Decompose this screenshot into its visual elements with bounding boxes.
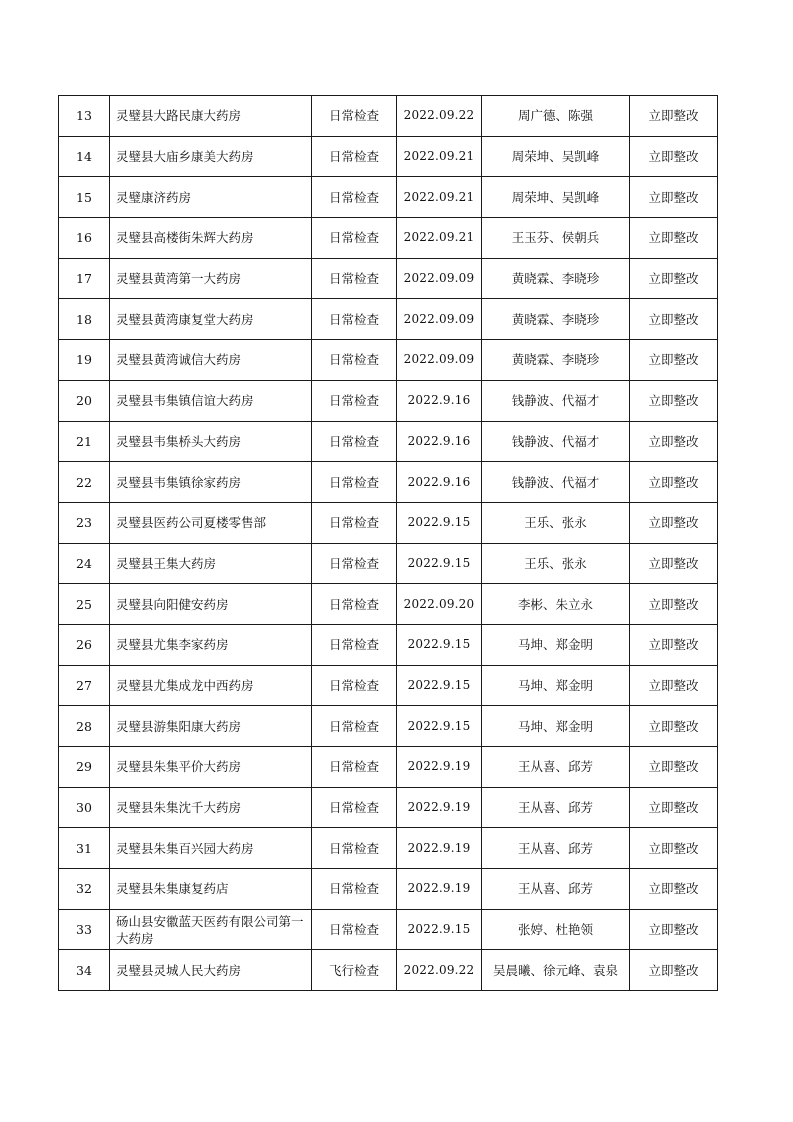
inspectors-cell (482, 909, 630, 950)
result-text: 立即整改 (648, 311, 699, 327)
pharmacy-name-text: 灵璧县高楼街朱辉大药房 (116, 230, 254, 246)
pharmacy-name-cell (110, 462, 312, 503)
result-cell (630, 380, 718, 421)
result-cell (630, 909, 718, 950)
inspection-date-cell (397, 462, 482, 503)
result-cell (630, 747, 718, 788)
pharmacy-name-text: 灵璧县朱集康复药店 (116, 881, 229, 897)
table-row (59, 299, 718, 340)
inspection-type-cell (312, 950, 397, 991)
inspection-date-cell (397, 380, 482, 421)
inspection-date-cell (397, 299, 482, 340)
result-text: 立即整改 (648, 962, 699, 978)
table-row (59, 787, 718, 828)
pharmacy-name-cell (110, 421, 312, 462)
row-number-text: 13 (76, 108, 92, 124)
result-text: 立即整改 (648, 393, 699, 409)
inspectors-cell (482, 747, 630, 788)
inspection-type-text: 日常检查 (328, 759, 379, 775)
inspection-type-cell (312, 828, 397, 869)
inspectors-text: 黄晓霖、李晓珍 (511, 352, 600, 368)
inspectors-cell (482, 624, 630, 665)
inspection-type-text: 日常检查 (328, 393, 379, 409)
inspectors-cell (482, 218, 630, 259)
inspection-date-text: 2022.09.22 (403, 962, 475, 977)
inspection-date-text: 2022.9.16 (407, 474, 471, 489)
inspection-type-cell (312, 502, 397, 543)
inspection-date-text: 2022.9.15 (407, 718, 471, 733)
row-number-cell (59, 340, 110, 381)
result-text: 立即整改 (648, 352, 699, 368)
row-number-text: 25 (76, 596, 92, 612)
pharmacy-name-cell (110, 177, 312, 218)
inspection-type-text: 日常检查 (328, 474, 379, 490)
inspection-type-cell (312, 258, 397, 299)
result-text: 立即整改 (648, 800, 699, 816)
row-number-cell (59, 584, 110, 625)
inspection-date-cell (397, 706, 482, 747)
row-number-text: 32 (76, 881, 92, 897)
pharmacy-name-text: 灵璧县尤集成龙中西药房 (116, 677, 254, 693)
pharmacy-name-cell (110, 380, 312, 421)
inspection-type-cell (312, 543, 397, 584)
inspectors-cell (482, 96, 630, 137)
result-cell (630, 584, 718, 625)
result-text: 立即整改 (648, 922, 699, 938)
inspection-type-cell (312, 177, 397, 218)
inspection-type-text: 日常检查 (328, 149, 379, 165)
inspection-type-cell (312, 96, 397, 137)
row-number-text: 24 (76, 555, 92, 571)
table-row (59, 136, 718, 177)
row-number-cell (59, 665, 110, 706)
row-number-text: 34 (76, 962, 92, 978)
inspection-type-text: 日常检查 (328, 800, 379, 816)
result-cell (630, 665, 718, 706)
inspectors-text: 王乐、张永 (524, 555, 587, 571)
inspectors-cell (482, 136, 630, 177)
row-number-text: 18 (76, 311, 92, 327)
inspection-date-text: 2022.9.16 (407, 433, 471, 448)
inspectors-cell (482, 258, 630, 299)
result-cell (630, 869, 718, 910)
inspectors-text: 周荣坤、吴凯峰 (511, 149, 600, 165)
inspection-date-text: 2022.9.15 (407, 677, 471, 692)
pharmacy-name-text: 灵璧县大庙乡康美大药房 (116, 149, 254, 165)
result-cell (630, 462, 718, 503)
table-row (59, 421, 718, 462)
inspectors-text: 钱静波、代福才 (511, 393, 600, 409)
inspectors-cell (482, 380, 630, 421)
inspection-type-text: 日常检查 (328, 230, 379, 246)
result-text: 立即整改 (648, 271, 699, 287)
pharmacy-name-text: 灵璧县朱集沈千大药房 (116, 800, 242, 816)
pharmacy-name-cell (110, 665, 312, 706)
inspectors-text: 黄晓霖、李晓珍 (511, 311, 600, 327)
inspectors-cell (482, 177, 630, 218)
inspection-type-cell (312, 909, 397, 950)
result-cell (630, 787, 718, 828)
result-text: 立即整改 (648, 596, 699, 612)
pharmacy-name-cell (110, 340, 312, 381)
inspection-date-cell (397, 909, 482, 950)
inspectors-cell (482, 543, 630, 584)
row-number-cell (59, 421, 110, 462)
result-text: 立即整改 (648, 637, 699, 653)
row-number-cell (59, 543, 110, 584)
inspection-type-text: 日常检查 (328, 555, 379, 571)
inspection-date-cell (397, 340, 482, 381)
pharmacy-name-cell (110, 502, 312, 543)
inspection-date-cell (397, 950, 482, 991)
inspection-date-text: 2022.9.15 (407, 515, 471, 530)
inspectors-text: 周广德、陈强 (517, 108, 593, 124)
inspectors-text: 马坤、郑金明 (517, 718, 593, 734)
inspection-date-cell (397, 136, 482, 177)
inspection-date-text: 2022.09.09 (403, 311, 475, 326)
result-text: 立即整改 (648, 230, 699, 246)
inspection-date-cell (397, 787, 482, 828)
row-number-text: 20 (76, 393, 92, 409)
inspectors-cell (482, 299, 630, 340)
result-cell (630, 828, 718, 869)
result-cell (630, 258, 718, 299)
result-text: 立即整改 (648, 149, 699, 165)
row-number-text: 14 (76, 149, 92, 165)
row-number-cell (59, 462, 110, 503)
inspection-type-text: 飞行检查 (328, 962, 379, 978)
result-text: 立即整改 (648, 189, 699, 205)
pharmacy-name-cell (110, 584, 312, 625)
row-number-cell (59, 747, 110, 788)
inspection-type-cell (312, 747, 397, 788)
inspection-date-cell (397, 258, 482, 299)
inspection-record-table (58, 95, 718, 991)
result-text: 立即整改 (648, 881, 699, 897)
table-row (59, 502, 718, 543)
table-row (59, 869, 718, 910)
pharmacy-name-text: 灵璧县朱集百兴园大药房 (116, 840, 254, 856)
inspection-type-cell (312, 136, 397, 177)
inspection-type-text: 日常检查 (328, 677, 379, 693)
inspectors-text: 马坤、郑金明 (517, 637, 593, 653)
row-number-text: 15 (76, 189, 92, 205)
inspectors-cell (482, 828, 630, 869)
table-row (59, 747, 718, 788)
inspectors-text: 王从喜、邱芳 (517, 881, 593, 897)
inspection-date-cell (397, 96, 482, 137)
inspection-type-text: 日常检查 (328, 311, 379, 327)
inspection-type-text: 日常检查 (328, 352, 379, 368)
result-cell (630, 136, 718, 177)
table-row (59, 380, 718, 421)
inspection-type-text: 日常检查 (328, 271, 379, 287)
inspection-type-text: 日常检查 (328, 596, 379, 612)
row-number-cell (59, 258, 110, 299)
inspectors-cell (482, 502, 630, 543)
inspectors-text: 李彬、朱立永 (517, 596, 593, 612)
inspection-date-text: 2022.9.15 (407, 555, 471, 570)
row-number-cell (59, 706, 110, 747)
table-row (59, 218, 718, 259)
pharmacy-name-cell (110, 543, 312, 584)
result-cell (630, 421, 718, 462)
row-number-cell (59, 177, 110, 218)
inspectors-cell (482, 787, 630, 828)
row-number-text: 31 (76, 840, 92, 856)
inspection-date-text: 2022.09.21 (403, 230, 475, 245)
result-text: 立即整改 (648, 840, 699, 856)
row-number-cell (59, 950, 110, 991)
row-number-text: 21 (76, 433, 92, 449)
pharmacy-name-text: 灵璧县黄湾诚信大药房 (116, 352, 242, 368)
inspectors-cell (482, 584, 630, 625)
inspection-type-cell (312, 665, 397, 706)
inspection-date-cell (397, 543, 482, 584)
inspectors-cell (482, 340, 630, 381)
result-text: 立即整改 (648, 108, 699, 124)
inspectors-cell (482, 462, 630, 503)
row-number-text: 23 (76, 515, 92, 531)
pharmacy-name-cell (110, 706, 312, 747)
row-number-cell (59, 380, 110, 421)
table-row (59, 177, 718, 218)
inspection-date-text: 2022.9.16 (407, 393, 471, 408)
inspection-date-cell (397, 502, 482, 543)
result-cell (630, 502, 718, 543)
inspection-date-text: 2022.9.19 (407, 759, 471, 774)
inspection-type-cell (312, 869, 397, 910)
pharmacy-name-text: 灵璧县韦集镇信谊大药房 (116, 393, 254, 409)
inspection-type-text: 日常检查 (328, 189, 379, 205)
result-cell (630, 340, 718, 381)
pharmacy-name-text: 灵璧县医药公司夏楼零售部 (116, 515, 267, 531)
inspectors-text: 王从喜、邱芳 (517, 840, 593, 856)
pharmacy-name-text: 灵璧康济药房 (116, 189, 192, 205)
inspection-type-cell (312, 340, 397, 381)
table-row (59, 706, 718, 747)
inspectors-text: 钱静波、代福才 (511, 474, 600, 490)
inspection-type-cell (312, 624, 397, 665)
inspection-date-cell (397, 665, 482, 706)
inspectors-text: 马坤、郑金明 (517, 677, 593, 693)
inspection-date-text: 2022.9.15 (407, 637, 471, 652)
inspectors-text: 周荣坤、吴凯峰 (511, 189, 600, 205)
table-row (59, 258, 718, 299)
inspection-type-cell (312, 218, 397, 259)
result-text: 立即整改 (648, 515, 699, 531)
pharmacy-name-cell (110, 747, 312, 788)
pharmacy-name-text: 砀山县安徽蓝天医药有限公司第一大药房 (116, 913, 304, 946)
result-text: 立即整改 (648, 474, 699, 490)
table-body (59, 96, 718, 991)
result-cell (630, 218, 718, 259)
row-number-cell (59, 502, 110, 543)
inspection-type-text: 日常检查 (328, 108, 379, 124)
row-number-text: 17 (76, 271, 92, 287)
inspection-date-text: 2022.9.15 (407, 922, 471, 937)
inspectors-cell (482, 706, 630, 747)
row-number-cell (59, 299, 110, 340)
row-number-cell (59, 828, 110, 869)
inspection-type-cell (312, 421, 397, 462)
row-number-text: 27 (76, 677, 92, 693)
result-text: 立即整改 (648, 718, 699, 734)
inspectors-text: 王乐、张永 (524, 515, 587, 531)
table-row (59, 462, 718, 503)
inspectors-text: 王从喜、邱芳 (517, 800, 593, 816)
inspection-date-text: 2022.09.20 (403, 596, 475, 611)
inspection-date-cell (397, 177, 482, 218)
inspection-type-text: 日常检查 (328, 922, 379, 938)
inspection-date-cell (397, 218, 482, 259)
pharmacy-name-cell (110, 869, 312, 910)
inspectors-text: 王玉芬、侯朝兵 (511, 230, 600, 246)
pharmacy-name-text: 灵璧县游集阳康大药房 (116, 718, 242, 734)
table-row (59, 340, 718, 381)
pharmacy-name-text: 灵璧县黄湾康复堂大药房 (116, 311, 254, 327)
inspectors-text: 黄晓霖、李晓珍 (511, 271, 600, 287)
inspection-type-text: 日常检查 (328, 840, 379, 856)
inspectors-text: 张婷、杜艳领 (517, 922, 593, 938)
result-text: 立即整改 (648, 555, 699, 571)
inspectors-text: 吴晨曦、徐元峰、袁泉 (492, 962, 618, 978)
row-number-cell (59, 218, 110, 259)
table-row (59, 909, 718, 950)
row-number-cell (59, 136, 110, 177)
table-row (59, 96, 718, 137)
table-row (59, 584, 718, 625)
inspection-type-cell (312, 380, 397, 421)
inspectors-cell (482, 421, 630, 462)
pharmacy-name-text: 灵璧县黄湾第一大药房 (116, 271, 242, 287)
row-number-text: 28 (76, 718, 92, 734)
inspection-date-cell (397, 421, 482, 462)
inspectors-text: 钱静波、代福才 (511, 433, 600, 449)
inspection-date-cell (397, 869, 482, 910)
result-text: 立即整改 (648, 433, 699, 449)
inspection-date-text: 2022.9.19 (407, 881, 471, 896)
inspection-type-text: 日常检查 (328, 433, 379, 449)
pharmacy-name-cell (110, 787, 312, 828)
row-number-text: 22 (76, 474, 92, 490)
pharmacy-name-cell (110, 299, 312, 340)
row-number-cell (59, 96, 110, 137)
inspection-date-text: 2022.9.19 (407, 840, 471, 855)
inspectors-cell (482, 950, 630, 991)
pharmacy-name-cell (110, 950, 312, 991)
pharmacy-name-text: 灵璧县韦集桥头大药房 (116, 433, 242, 449)
inspection-date-text: 2022.09.21 (403, 189, 475, 204)
result-cell (630, 624, 718, 665)
inspectors-text: 王从喜、邱芳 (517, 759, 593, 775)
pharmacy-name-text: 灵璧县韦集镇徐家药房 (116, 474, 242, 490)
row-number-text: 16 (76, 230, 92, 246)
result-cell (630, 96, 718, 137)
pharmacy-name-cell (110, 828, 312, 869)
result-cell (630, 706, 718, 747)
inspection-date-cell (397, 584, 482, 625)
table-row (59, 950, 718, 991)
row-number-cell (59, 909, 110, 950)
pharmacy-name-text: 灵璧县灵城人民大药房 (116, 962, 242, 978)
row-number-text: 30 (76, 800, 92, 816)
inspection-type-text: 日常检查 (328, 881, 379, 897)
inspection-type-cell (312, 584, 397, 625)
result-cell (630, 950, 718, 991)
inspection-type-cell (312, 462, 397, 503)
pharmacy-name-text: 灵璧县大路民康大药房 (116, 108, 242, 124)
pharmacy-name-cell (110, 258, 312, 299)
pharmacy-name-cell (110, 96, 312, 137)
inspectors-cell (482, 869, 630, 910)
pharmacy-name-cell (110, 624, 312, 665)
result-cell (630, 177, 718, 218)
inspectors-cell (482, 665, 630, 706)
result-text: 立即整改 (648, 759, 699, 775)
inspection-date-cell (397, 624, 482, 665)
inspection-type-text: 日常检查 (328, 515, 379, 531)
table-row (59, 624, 718, 665)
row-number-text: 26 (76, 637, 92, 653)
result-cell (630, 543, 718, 584)
pharmacy-name-text: 灵璧县尤集李家药房 (116, 637, 229, 653)
row-number-text: 33 (76, 922, 92, 938)
result-text: 立即整改 (648, 677, 699, 693)
pharmacy-name-cell (110, 218, 312, 259)
row-number-cell (59, 787, 110, 828)
inspection-date-text: 2022.9.19 (407, 800, 471, 815)
table-row (59, 828, 718, 869)
row-number-text: 29 (76, 759, 92, 775)
pharmacy-name-text: 灵璧县王集大药房 (116, 555, 217, 571)
table-row (59, 543, 718, 584)
result-cell (630, 299, 718, 340)
inspection-type-cell (312, 299, 397, 340)
inspection-date-text: 2022.09.09 (403, 271, 475, 286)
pharmacy-name-cell (110, 136, 312, 177)
inspection-type-cell (312, 787, 397, 828)
pharmacy-name-text: 灵璧县向阳健安药房 (116, 596, 229, 612)
row-number-text: 19 (76, 352, 92, 368)
inspection-date-cell (397, 828, 482, 869)
inspection-date-text: 2022.09.09 (403, 352, 475, 367)
inspection-date-text: 2022.09.22 (403, 108, 475, 123)
pharmacy-name-text: 灵璧县朱集平价大药房 (116, 759, 242, 775)
inspection-date-cell (397, 747, 482, 788)
inspection-date-text: 2022.09.21 (403, 149, 475, 164)
inspection-type-text: 日常检查 (328, 718, 379, 734)
pharmacy-name-cell (110, 909, 312, 950)
inspection-type-cell (312, 706, 397, 747)
row-number-cell (59, 624, 110, 665)
inspection-type-text: 日常检查 (328, 637, 379, 653)
table-row (59, 665, 718, 706)
row-number-cell (59, 869, 110, 910)
